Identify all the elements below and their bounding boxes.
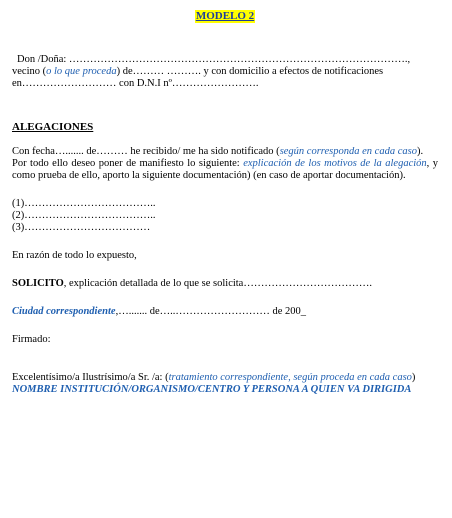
p1-pre: Con fecha…....... de……… he recibido/ me ha sido notificado ( (12, 146, 280, 157)
firmado-line: Firmado: (12, 334, 51, 345)
document-page (12, 10, 438, 396)
p2-blue: explicación de los motivos de la alegación (243, 158, 427, 169)
document-title: MODELO 2 (195, 10, 255, 22)
p1-post: ). (416, 146, 424, 157)
nombre-institucion: NOMBRE INSTITUCIÓN/ORGANISMO/CENTRO Y PERSONA A QUIEN VA DIRIGIDA (12, 384, 412, 395)
list-item: (3)……………………………… (12, 222, 151, 233)
list-item: (1)……………………………….. (12, 198, 156, 209)
p1-blue: según corresponda en cada caso (279, 146, 417, 157)
solicito-text: , explicación detallada de lo que se solicita………………………………. (63, 278, 372, 289)
list-item: (2)……………………………….. (12, 210, 156, 221)
excel-blue: tratamiento correspondiente, según proceda en cada caso (168, 372, 412, 383)
intro-vecino-pre: vecino ( (12, 66, 47, 77)
p2-pre: Por todo ello deseo poner de manifiesto lo siguiente: (12, 158, 244, 169)
intro-line-1 (12, 54, 438, 66)
alegaciones-heading: ALEGACIONES (12, 121, 94, 133)
intro-line-2 (12, 66, 438, 78)
solicito-label: SOLICITO (12, 278, 64, 289)
intro-vecino-blue: o lo que proceda (46, 66, 117, 77)
alegaciones-paragraph-1 (12, 146, 438, 158)
intro-don: Don /Doña: ……………………………………………………………………………………., (17, 54, 411, 65)
solicito-line (12, 278, 438, 290)
ciudad-blue: Ciudad correspondiente (12, 306, 116, 317)
ciudad-post: ,…....... de…..……………………… de 200_ (115, 306, 307, 317)
razon-line: En razón de todo lo expuesto, (12, 250, 137, 261)
intro-line-3 (12, 78, 438, 90)
excel-post: ) (411, 372, 416, 383)
excelentisimo-line (12, 372, 438, 384)
alegaciones-paragraph-2 (12, 158, 438, 182)
intro-vecino-post: ) de……… ………. y con domicilio a efectos de notificaciones (116, 66, 384, 77)
excel-pre: Excelentísimo/a Ilustrísimo/a Sr. /a: ( (12, 372, 169, 383)
ciudad-line (12, 306, 438, 318)
title-row (12, 10, 438, 23)
p2-post: , y como prueba de ello, aporto la siguiente documentación) (en caso de aportar documentación). (12, 158, 438, 181)
intro-dni: en……………………… con D.N.I nº……………………. (12, 78, 259, 89)
